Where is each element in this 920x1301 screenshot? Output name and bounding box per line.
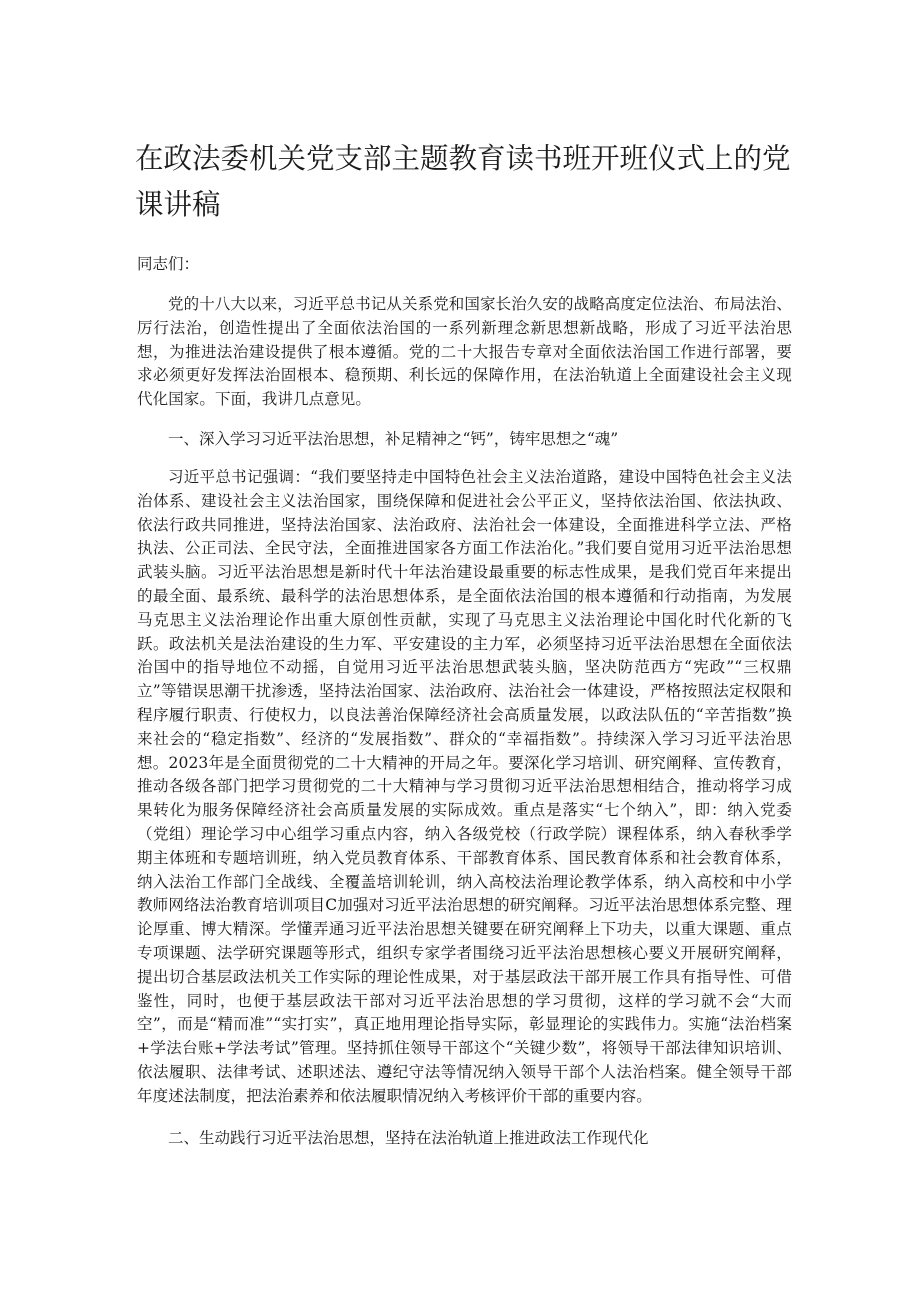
section-heading-2: 二、生动践行习近平法治思想，坚持在法治轨道上推进政法工作现代化 <box>168 1128 649 1147</box>
salutation: 同志们： <box>137 255 200 273</box>
section-heading-1: 一、深入学习习近平法治思想，补足精神之“钙”，铸牢思想之“魂” <box>168 429 619 448</box>
document-title: 在政法委机关党支部主题教育读书班开班仪式上的党课讲稿 <box>135 142 791 221</box>
intro-paragraph: 党的十八大以来，习近平总书记从关系党和国家长治久安的战略高度定位法治、布局法治、厉行法治，创造性提出了全面依法治国的一系列新理念新思想新战略，形成了习近平法治思想，为推进法治建设提供了根本遵循。党的二十大报告专章对全面依法治国工作进行部署，要求必须更好发挥法治固根本、稳预期、利长远的保障作用，在法治轨道上全面建设社会主义现代化国家。下面，我讲几点意见。 <box>137 295 793 409</box>
section-body-1: 习近平总书记强调：“我们要坚持走中国特色社会主义法治道路，建设中国特色社会主义法治体系、建设社会主义法治国家，围绕保障和促进社会公平正义，坚持依法治国、依法执政、依法行政共同推进，坚持法治国家、法治政府、法治社会一体建设，全面推进科学立法、严格执法、公正司法、全民守法，全面推进国家各方面工作法治化。”我们要自觉用习近平法治思想武装头脑。习近平法治思想是新时代十年法治建设最重要的标志性成果，是我们党百年来提出的最全面、最系统、最科学的法治思想体系，是全面依法治国的根本遵循和行动指南，为发展马克思主义法治理论作出重大原创性贡献，实现了马克思主义法治理论中国化时代化新的飞跃。政法机关是法治建设的生力军、平安建设的主力军，必须坚持习近平法治思想在全面依法治国中的指导地位不动摇，自觉用习近平法治思想武装头脑，坚决防范西方“宪政”“三权鼎立”等错误思潮干扰渗透，坚持法治国家、法治政府、法治社会一体建设，严格按照法定权限和程序履行职责、行使权力，以良法善治保障经济社会高质量发展，以政法队伍的“辛苦指数”换来社会的“稳定指数”、经济的“发展指数”、群众的“幸福指数”。持续深入学习习近平法治思想。2023年是全面贯彻党的二十大精神的开局之年。要深化学习培训、研究阐释、宣传教育，推动各级各部门把学习贯彻党的二十大精神与学习贯彻习近平法治思想相结合，推动将学习成果转化为服务保障经济社会高质量发展的实际成效。重点是落实“七个纳入”，即：纳入党委（党组）理论学习中心组学习重点内容，纳入各级党校（行政学院）课程体系，纳入春秋季学期主体班和专题培训班，纳入党员教育体系、干部教育体系、国民教育体系和社会教育体系，纳入法治工作部门全战线、全覆盖培训轮训，纳入高校法治理论教学体系，纳入高校和中小学教师网络法治教育培训项目C加强对习近平法治思想的研究阐释。习近平法治思想体系完整、理论厚重、博大精深。学懂弄通习近平法治思想关键要在研究阐释上下功夫，以重大课题、重点专项课题、法学研究课题等形式，组织专家学者围绕习近平法治思想核心要义开展研究阐释，提出切合基层政法机关工作实际的理论性成果，对于基层政法干部开展工作具有指导性、可借鉴性，同时，也便于基层政法干部对习近平法治思想的学习贯彻，这样的学习就不会“大而空”，而是“精而准”“实打实”，真正地用理论指导实际，彰显理论的实践伟力。实施“法治档案+学法台账+学法考试”管理。坚持抓住领导干部这个“关键少数”，将领导干部法律知识培训、依法履职、法律考试、述职述法、遵纪守法等情况纳入领导干部个人法治档案。健全领导干部年度述法制度，把法治素养和依法履职情况纳入考核评价干部的重要内容。 <box>137 467 792 1105</box>
